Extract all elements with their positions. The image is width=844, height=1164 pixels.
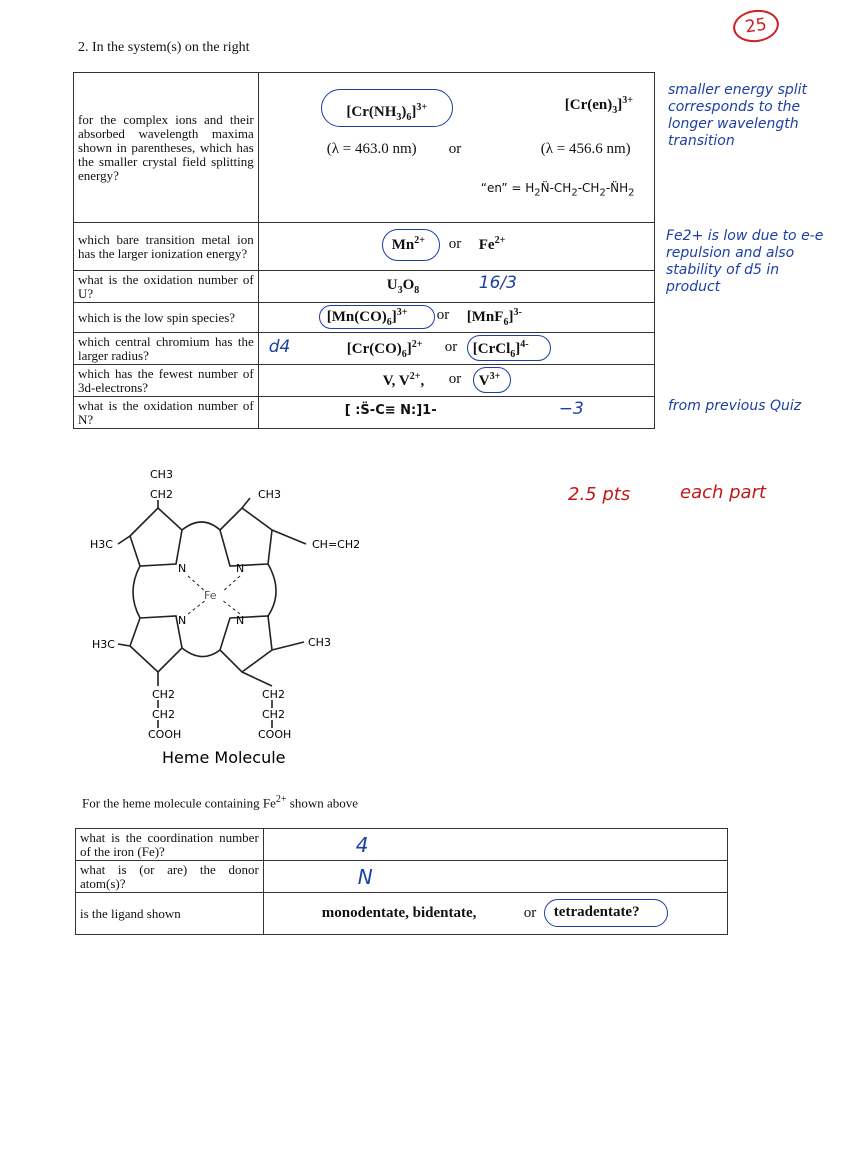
bond bbox=[242, 672, 272, 686]
option-1: $[Cr(CO)_6]^{2+}$ bbox=[346, 339, 423, 360]
answer-cell bbox=[263, 893, 727, 935]
table-row bbox=[74, 397, 655, 429]
points-note-suffix: each part bbox=[680, 482, 767, 503]
coordination-bond bbox=[222, 600, 240, 614]
option-2: $[Cr(en)_3]^{3+}$ bbox=[564, 95, 633, 116]
option-1: monodentate, bidentate, bbox=[321, 905, 477, 921]
option-1: $[Mn(CO)_6]^{3+}$ bbox=[326, 307, 408, 328]
question-cell: which is the low spin species? bbox=[74, 303, 259, 333]
label-ch2: CH2 bbox=[150, 488, 173, 501]
label-ch2: CH2 bbox=[262, 688, 285, 701]
answer-circle: $[Cr(NH_3)_6]^{3+}$ bbox=[321, 89, 453, 127]
question-cell: what is the oxidation number of U? bbox=[74, 271, 259, 303]
option-2: $V^{3+}$ bbox=[478, 371, 501, 389]
points-note: 2.5 pts bbox=[568, 484, 631, 505]
bond bbox=[133, 566, 140, 618]
bond bbox=[182, 648, 220, 657]
question-cell: which central chromium has the larger radius? bbox=[74, 333, 259, 365]
or-text: or bbox=[523, 905, 537, 921]
heme-molecule-diagram bbox=[80, 458, 380, 778]
table-row bbox=[74, 333, 655, 365]
table-row bbox=[76, 829, 728, 861]
formula: $U_3O_8$ bbox=[386, 277, 420, 296]
heme-caption: Heme Molecule bbox=[162, 748, 286, 767]
label-n: N bbox=[236, 614, 245, 627]
handwritten-answer: 16/3 bbox=[478, 273, 517, 293]
answer-cell bbox=[258, 333, 654, 365]
answer-cell bbox=[258, 397, 654, 429]
table-row bbox=[74, 73, 655, 223]
label-ch2: CH2 bbox=[262, 708, 285, 721]
pyrrole-ring bbox=[130, 616, 182, 672]
pyrrole-ring bbox=[220, 508, 272, 566]
option-1: V, $V^{2+}$, bbox=[382, 371, 425, 389]
question-cell: what is the coordination number of the iron (Fe)? bbox=[76, 829, 264, 861]
or-text: or bbox=[436, 307, 450, 323]
table-row bbox=[76, 861, 728, 893]
handwritten-note: d4 bbox=[268, 337, 291, 357]
bond bbox=[268, 564, 276, 616]
bond bbox=[272, 642, 304, 650]
table-row bbox=[74, 365, 655, 397]
question-cell: which bare transition metal ion has the larger ionization energy? bbox=[74, 223, 259, 271]
question-cell: for the complex ions and their absorbed wavelength maxima shown in parentheses, which has the smaller crystal field splitting energy? bbox=[74, 73, 259, 223]
label-n: N bbox=[236, 562, 245, 575]
answer-cell bbox=[263, 829, 727, 861]
answer-cell bbox=[258, 223, 654, 271]
label-ch2: CH2 bbox=[152, 688, 175, 701]
answer-cell bbox=[258, 365, 654, 397]
label-ch3: CH3 bbox=[150, 468, 173, 481]
table-row bbox=[76, 893, 728, 935]
option-2: tetradentate? bbox=[553, 904, 640, 920]
handwritten-answer: 4 bbox=[355, 833, 369, 857]
option-1: $Mn^{2+}$ bbox=[391, 235, 425, 253]
label-vinyl: CH=CH2 bbox=[312, 538, 361, 551]
score-mark: 25 bbox=[731, 7, 781, 45]
or-text: or bbox=[448, 236, 462, 252]
label-fe: Fe bbox=[204, 589, 217, 602]
pyrrole-ring bbox=[130, 508, 182, 566]
label-cooh: COOH bbox=[148, 728, 182, 741]
option-2: $[MnF_6]^{3-}$ bbox=[466, 307, 522, 328]
side-note-splitting: smaller energy split corresponds to the longer wavelength transition bbox=[668, 82, 808, 149]
label-cooh: COOH bbox=[258, 728, 292, 741]
label-ch3: CH3 bbox=[308, 636, 331, 649]
table-row bbox=[74, 303, 655, 333]
side-note-quiz: from previous Quiz bbox=[668, 398, 802, 414]
label-h3c: H3C bbox=[90, 538, 113, 551]
question-cell: what is (or are) the donor atom(s)? bbox=[76, 861, 264, 893]
question-cell: which has the fewest number of 3d-electrons? bbox=[74, 365, 259, 397]
or-text: or bbox=[448, 371, 462, 387]
question-cell: what is the oxidation number of N? bbox=[74, 397, 259, 429]
heme-question-table bbox=[75, 828, 728, 935]
handwritten-answer: N bbox=[357, 865, 373, 889]
side-note-ionization: Fe2+ is low due to e-e repulsion and also stability of d5 in product bbox=[666, 228, 824, 295]
label-ch2: CH2 bbox=[152, 708, 175, 721]
pyrrole-ring bbox=[220, 616, 272, 672]
answer-cell bbox=[263, 861, 727, 893]
bond bbox=[182, 522, 220, 530]
answer-cell bbox=[258, 271, 654, 303]
answer-cell bbox=[258, 73, 654, 223]
bond bbox=[118, 536, 130, 544]
label-h3c: H3C bbox=[92, 638, 115, 651]
question-title: 2. In the system(s) on the right bbox=[78, 40, 250, 55]
label-ch3: CH3 bbox=[258, 488, 281, 501]
question-table bbox=[73, 72, 655, 429]
coordination-bond bbox=[188, 600, 206, 614]
bond bbox=[272, 530, 306, 544]
bond bbox=[118, 644, 130, 646]
or-text: or bbox=[444, 339, 458, 355]
option-2: $Fe^{2+}$ bbox=[478, 235, 506, 253]
lambda-1: (λ = 463.0 nm) bbox=[326, 141, 417, 157]
handwritten-answer: −3 bbox=[558, 399, 584, 419]
label-n: N bbox=[178, 562, 187, 575]
answer-cell bbox=[258, 303, 654, 333]
option-2: [CrCl$_6$]$^{4-}$ bbox=[472, 339, 529, 360]
heme-intro: For the heme molecule containing $Fe^{2+}$ shown above bbox=[82, 794, 359, 811]
formula: [ :S̈-C≡ N:]1- bbox=[344, 403, 437, 418]
coordination-bond bbox=[222, 576, 240, 592]
question-cell: is the ligand shown bbox=[76, 893, 264, 935]
en-definition: “en” = $H_2N̈-CH_2-CH_2-N̈H_2$ bbox=[480, 181, 635, 199]
table-row bbox=[74, 223, 655, 271]
or-text: or bbox=[448, 141, 462, 157]
lambda-2: (λ = 456.6 nm) bbox=[540, 141, 631, 157]
label-n: N bbox=[178, 614, 187, 627]
bond bbox=[242, 498, 250, 508]
table-row bbox=[74, 271, 655, 303]
